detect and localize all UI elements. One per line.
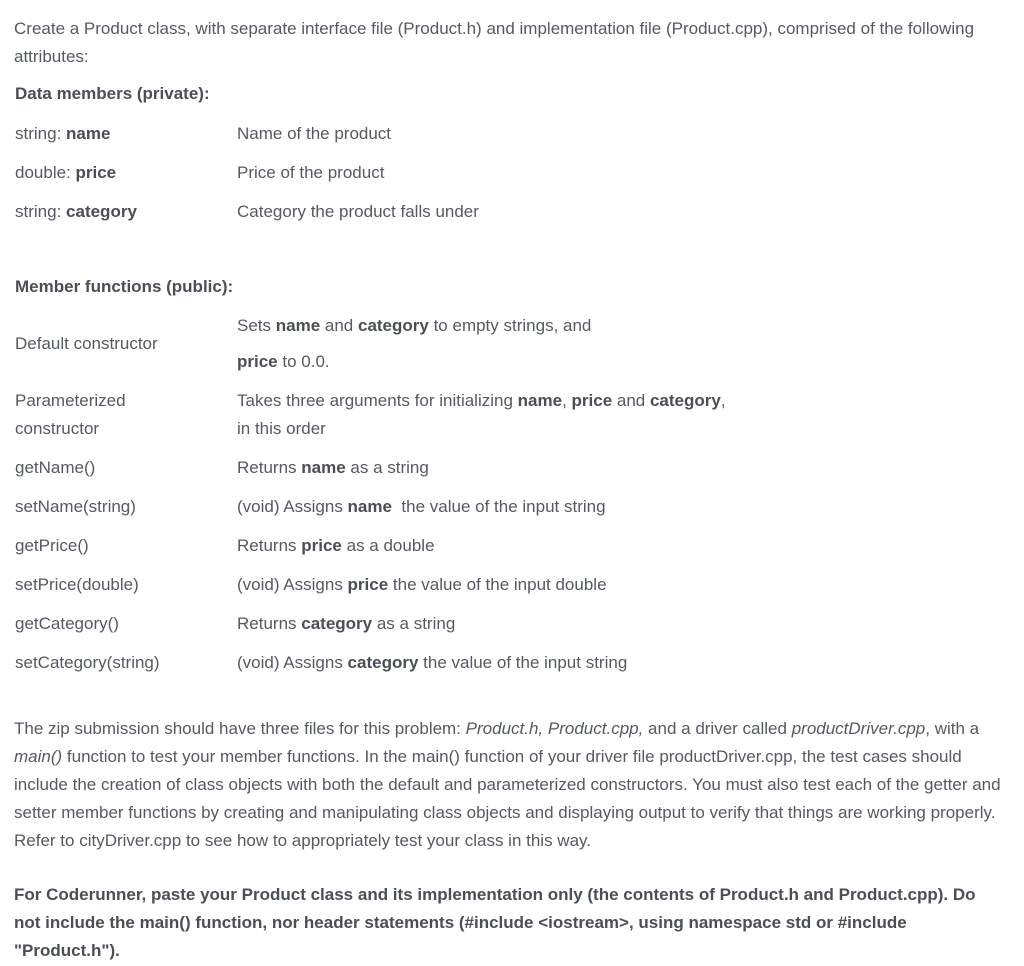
file-name: productDriver.cpp — [791, 719, 926, 738]
desc-text: the value of the input string — [391, 497, 606, 516]
function-desc — [237, 571, 997, 599]
data-member-desc: Category the product falls under — [237, 202, 479, 221]
parameterized-constructor-desc — [237, 387, 997, 443]
desc-text: Takes three arguments for initializing — [237, 391, 518, 410]
data-member-desc: Name of the product — [237, 124, 392, 143]
desc-text: to empty strings, and — [428, 316, 592, 335]
desc-text: the value of the input double — [388, 575, 607, 594]
function-desc — [237, 493, 997, 521]
desc-bold: price — [571, 391, 613, 410]
desc-bold: price — [237, 352, 278, 371]
type-label: string: — [15, 202, 67, 221]
desc-text: and — [612, 391, 650, 410]
text: function to test your member functions. In the main() function of your driver file productDriver.cpp, the test cases should include the creation of class objects with both the default and parameterized constructors. You must also test each of the getter and setter member functions by creating and manipulating class objects and displaying output to verify that things are working properly. Refer to cityDriver.cpp to see how to appropriately test your class in this way. — [14, 747, 1001, 850]
submission-paragraph — [14, 715, 1004, 855]
desc-bold: name — [275, 316, 321, 335]
text: and a driver called — [643, 719, 792, 738]
desc-text: to 0.0. — [277, 352, 330, 371]
function-desc — [237, 649, 997, 677]
desc-text: , — [720, 391, 726, 410]
desc-bold: name — [517, 391, 563, 410]
function-desc — [237, 532, 997, 560]
desc-text: (void) Assigns — [237, 497, 348, 516]
type-label: string: — [15, 124, 67, 143]
function-name: setPrice(double) — [15, 575, 139, 594]
text: , with a — [925, 719, 980, 738]
desc-bold: category — [357, 316, 429, 335]
function-name: setCategory(string) — [15, 653, 160, 672]
default-constructor-desc — [237, 312, 997, 376]
desc-bold: price — [301, 536, 342, 555]
desc-text: (void) Assigns — [237, 575, 348, 594]
data-member-type — [15, 198, 225, 226]
desc-text: Returns — [237, 614, 302, 633]
data-member-type — [15, 159, 225, 187]
desc-text: in this order — [237, 419, 326, 438]
desc-bold: category — [649, 391, 721, 410]
desc-text: Sets — [237, 316, 276, 335]
desc-text: as a string — [372, 614, 456, 633]
default-constructor-label: Default constructor — [15, 334, 158, 353]
member-name: category — [66, 202, 137, 221]
desc-text: (void) Assigns — [237, 653, 348, 672]
intro-paragraph: Create a Product class, with separate interface file (Product.h) and implementation file (Product.cpp), comprised of the following attributes: — [14, 19, 975, 66]
function-name: getPrice() — [15, 536, 89, 555]
desc-text: as a double — [341, 536, 435, 555]
type-label: double: — [15, 163, 76, 182]
desc-bold: category — [347, 653, 419, 672]
desc-text: as a string — [345, 458, 429, 477]
function-name: getName() — [15, 458, 96, 477]
desc-bold: name — [347, 497, 392, 516]
data-member-type — [15, 120, 225, 148]
data-members-heading: Data members (private): — [15, 84, 210, 103]
function-desc — [237, 454, 997, 482]
text: The zip submission should have three files for this problem: — [14, 719, 466, 738]
function-name: getCategory() — [15, 614, 119, 633]
member-name: name — [66, 124, 111, 143]
desc-text: the value of the input string — [418, 653, 628, 672]
file-name: Product.h, Product.cpp, — [465, 719, 644, 738]
desc-text: , — [562, 391, 572, 410]
function-desc — [237, 610, 997, 638]
member-functions-heading: Member functions (public): — [15, 277, 234, 296]
desc-bold: price — [347, 575, 389, 594]
label-line: constructor — [15, 419, 100, 438]
desc-text: Returns — [237, 458, 302, 477]
desc-text: Returns — [237, 536, 302, 555]
function-name: main() — [14, 747, 63, 766]
function-name: setName(string) — [15, 497, 136, 516]
desc-bold: category — [301, 614, 373, 633]
label-line: Parameterized — [15, 391, 126, 410]
parameterized-constructor-label — [15, 387, 225, 443]
data-member-desc: Price of the product — [237, 163, 385, 182]
desc-text: and — [320, 316, 358, 335]
member-name: price — [75, 163, 117, 182]
desc-bold: name — [301, 458, 346, 477]
coderunner-instructions: For Coderunner, paste your Product class and its implementation only (the contents of Product.h and Product.cpp). Do not include the main() function, nor header statements (#include <iostream>, using namespace std or #include "Product.h"). — [14, 885, 976, 960]
